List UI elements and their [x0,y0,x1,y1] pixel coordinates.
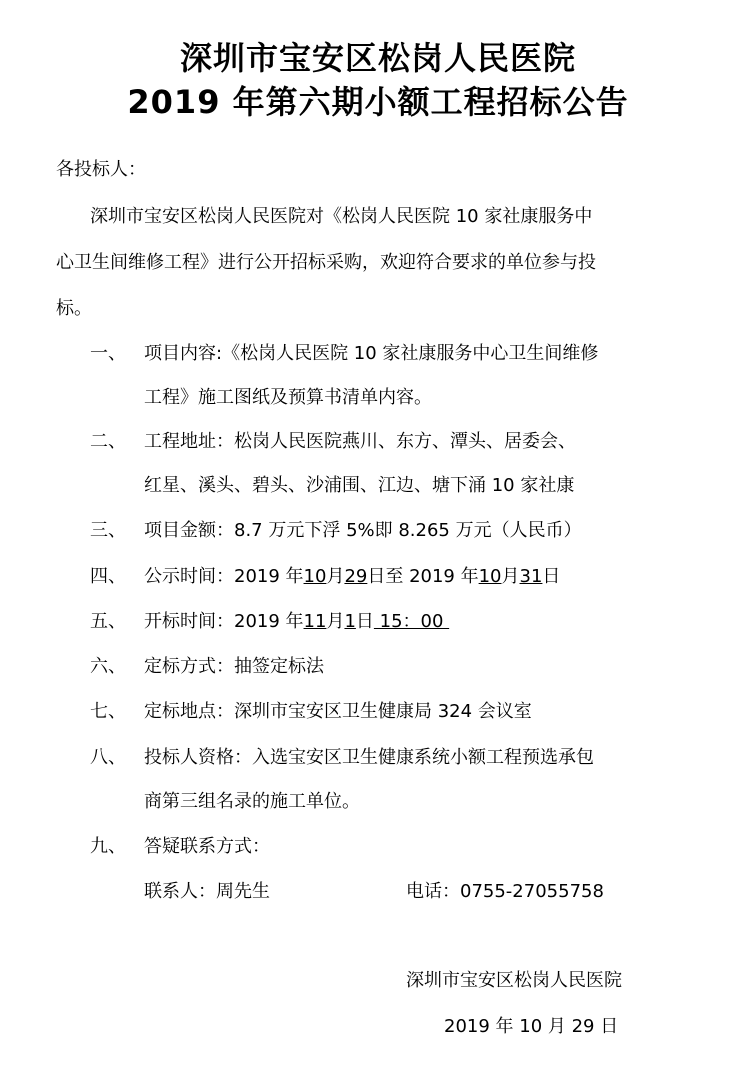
item-number-5: 五、 [90,611,126,632]
notice-title-line1: 深圳市宝安区松岗人民医院 [179,39,576,77]
salutation: 各投标人： [56,159,146,180]
item-2-line-1: 工程地址：松岗人民医院燕川、东方、潭头、居委会、 [144,431,576,452]
signature-date: 2019 年 10 月 29 日 [444,1016,619,1037]
contact-phone: 电话：0755-27055758 [406,881,604,902]
item-number-3: 三、 [90,520,126,541]
contact-person: 联系人：周先生 [144,881,270,902]
item-4-label: 公示时间：2019 年 [144,566,304,587]
opening-time: 15：00 [373,611,450,632]
item-number-6: 六、 [90,656,126,677]
signature-organization: 深圳市宝安区松岗人民医院 [406,970,622,991]
day-char: 日 [542,566,561,587]
item-number-9: 九、 [90,836,126,857]
item-9-line-1: 答疑联系方式： [144,836,270,857]
publicity-end-month: 10 [478,566,502,587]
notice-title-line2: 2019 年第六期小额工程招标公告 [127,83,629,121]
month-char: 月 [326,566,345,587]
month-char: 月 [326,611,345,632]
item-5-bid-opening-time [144,610,449,634]
item-1-line-2: 工程》施工图纸及预算书清单内容。 [144,387,432,408]
item-number-8: 八、 [90,747,126,768]
item-5-label: 开标时间：2019 年 [144,611,304,632]
publicity-end-day: 31 [519,566,543,587]
item-4-publicity-period [144,565,560,589]
month-char: 月 [501,566,520,587]
item-7-line-1: 定标地点：深圳市宝安区卫生健康局 324 会议室 [144,701,532,722]
item-8-line-2: 商第三组名录的施工单位。 [144,791,360,812]
item-3-line-1: 项目金额：8.7 万元下浮 5%即 8.265 万元（人民币） [144,520,582,541]
item-2-line-2: 红星、溪头、碧头、沙浦围、江边、塘下涌 10 家社康 [144,475,575,496]
opening-month: 11 [303,611,327,632]
intro-line-1: 深圳市宝安区松岗人民医院对《松岗人民医院 10 家社康服务中 [90,206,593,227]
opening-day: 1 [344,611,356,632]
item-8-line-1: 投标人资格：入选宝安区卫生健康系统小额工程预选承包 [144,747,594,768]
to-text: 日至 2019 年 [367,566,479,587]
day-char: 日 [355,611,374,632]
item-number-4: 四、 [90,566,126,587]
intro-line-2: 心卫生间维修工程》进行公开招标采购，欢迎符合要求的单位参与投 [56,252,596,273]
item-number-2: 二、 [90,431,126,452]
item-1-line-1: 项目内容:《松岗人民医院 10 家社康服务中心卫生间维修 [144,343,599,364]
intro-line-3: 标。 [56,298,92,319]
item-number-7: 七、 [90,701,126,722]
publicity-start-day: 29 [344,566,368,587]
item-number-1: 一、 [90,343,126,364]
publicity-start-month: 10 [303,566,327,587]
item-6-line-1: 定标方式：抽签定标法 [144,656,324,677]
